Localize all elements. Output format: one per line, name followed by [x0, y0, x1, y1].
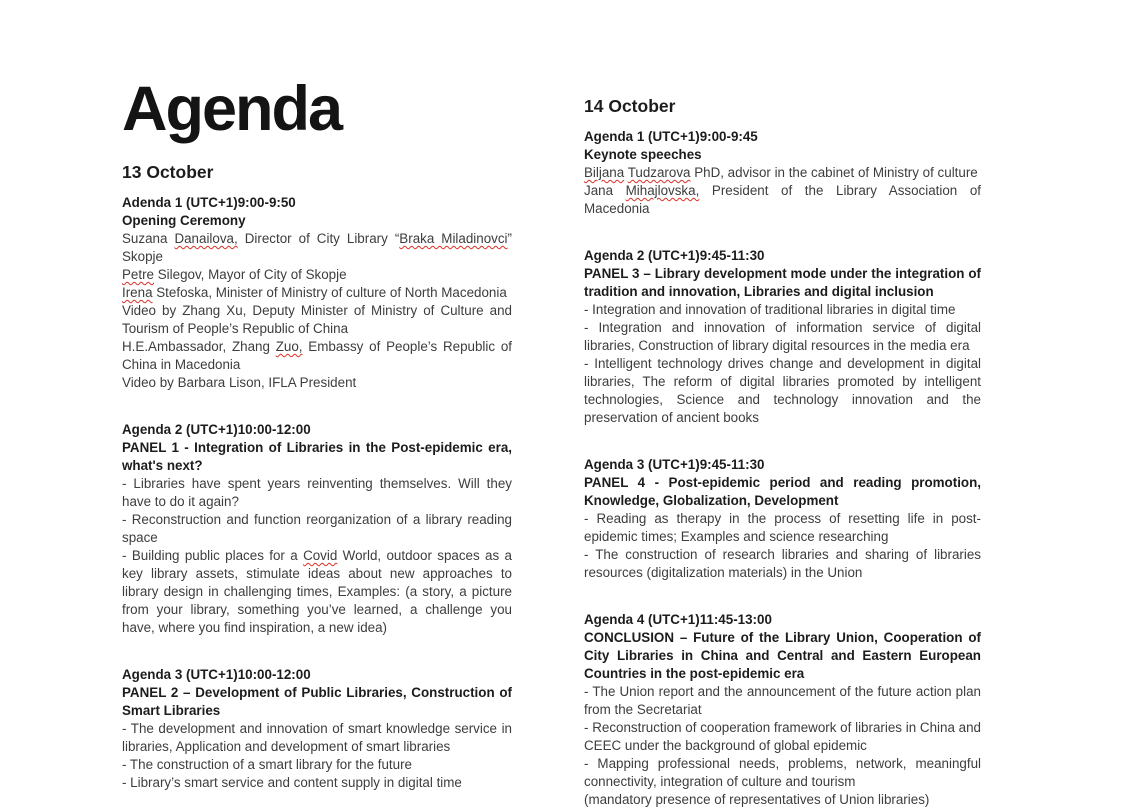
misspelled-word: Zuo, — [275, 339, 303, 355]
agenda-time: Agenda 3 (UTC+1)10:00-12:00 — [122, 667, 311, 683]
misspelled-word: Covid — [303, 548, 338, 564]
column-14-october — [584, 96, 981, 809]
agenda-paragraph: - Reconstruction and function reorganization of a library reading space — [122, 512, 512, 546]
agenda-time: Adenda 1 (UTC+1)9:00-9:50 — [122, 195, 296, 211]
date-heading-14-october: 14 October — [584, 96, 676, 116]
agenda-time: Agenda 3 (UTC+1)9:45-11:30 — [584, 457, 765, 472]
agenda-paragraph: - Building public places for a Covid World, outdoor spaces as a key library assets, stimulate ideas about new approaches to library design in challenging times, Examples: (a story, a picture from your library, something you’ve learned, a challenge you have, where you find inspiration, a new idea) — [122, 548, 513, 636]
agenda-heading: PANEL 4 - Post-epidemic period and reading promotion, Knowledge, Globalization, Development — [584, 475, 981, 508]
misspelled-word: Mihajlovska, — [625, 183, 700, 198]
agenda-section — [122, 194, 512, 392]
agenda-time: Agenda 4 (UTC+1)11:45-13:00 — [584, 612, 772, 627]
date-heading-13-october: 13 October — [122, 162, 214, 183]
agenda-paragraph: - The construction of research libraries and sharing of libraries resources (digitalization materials) in the Union — [584, 547, 981, 580]
column-13-october — [122, 76, 512, 792]
agenda-heading: Opening Ceremony — [122, 213, 246, 229]
misspelled-word: Danailova, — [174, 231, 238, 247]
misspelled-word: Biljana — [584, 165, 625, 180]
agenda-time: Agenda 2 (UTC+1)9:45-11:30 — [584, 248, 765, 263]
agenda-paragraph: (mandatory presence of representatives of Union libraries) — [584, 792, 930, 807]
agenda-section — [584, 128, 981, 218]
agenda-paragraph: - Integration and innovation of information service of digital libraries, Construction of library digital resources in the media era — [584, 320, 981, 353]
page-title: Agenda — [122, 74, 342, 144]
agenda-paragraph: Biljana Tudzarova PhD, advisor in the cabinet of Ministry of culture — [584, 165, 978, 180]
agenda-heading: PANEL 2 – Development of Public Libraries, Construction of Smart Libraries — [122, 685, 512, 719]
agenda-paragraph: Petre Silegov, Mayor of City of Skopje — [122, 267, 347, 283]
agenda-time: Agenda 2 (UTC+1)10:00-12:00 — [122, 422, 311, 438]
agenda-paragraph: - Library’s smart service and content supply in digital time — [122, 775, 462, 791]
agenda-paragraph: Jana Mihajlovska, President of the Library Association of Macedonia — [584, 183, 981, 216]
agenda-paragraph: - The construction of a smart library for the future — [122, 757, 413, 773]
agenda-paragraph: Suzana Danailova, Director of City Library “Braka Miladinovci” Skopje — [122, 231, 512, 265]
agenda-heading: CONCLUSION – Future of the Library Union, Cooperation of City Libraries in China and Central and Eastern European Countries in the post-epidemic era — [584, 630, 981, 681]
agenda-section — [122, 421, 512, 637]
agenda-paragraph: Video by Barbara Lison, IFLA President — [122, 375, 357, 391]
misspelled-word: Petre — [122, 267, 155, 283]
agenda-time: Agenda 1 (UTC+1)9:00-9:45 — [584, 129, 758, 144]
agenda-paragraph: - Reconstruction of cooperation framework of libraries in China and CEEC under the background of global epidemic — [584, 720, 981, 753]
agenda-paragraph: - Integration and innovation of traditional libraries in digital time — [584, 302, 956, 317]
agenda-paragraph: - Libraries have spent years reinventing themselves. Will they have to do it again? — [122, 476, 512, 510]
misspelled-word: Irena — [122, 285, 153, 301]
agenda-paragraph: - Reading as therapy in the process of resetting life in post-epidemic times; Examples and science researching — [584, 511, 981, 544]
agenda-paragraph: H.E.Ambassador, Zhang Zuo, Embassy of People’s Republic of China in Macedonia — [122, 339, 513, 373]
agenda-paragraph: - Intelligent technology drives change and development in digital libraries, The reform of digital libraries promoted by intelligent technologies, Science and technology innovation and the preservation of ancient books — [584, 356, 981, 425]
misspelled-word: Tudzarova — [627, 165, 691, 180]
agenda-section — [122, 666, 512, 792]
agenda-section — [584, 611, 981, 809]
agenda-heading: PANEL 1 - Integration of Libraries in the Post-epidemic era, what's next? — [122, 440, 512, 474]
agenda-paragraph: Irena Stefoska, Minister of Ministry of culture of North Macedonia — [122, 285, 507, 301]
agenda-heading: Keynote speeches — [584, 147, 702, 162]
agenda-heading: PANEL 3 – Library development mode under the integration of tradition and innovation, Libraries and digital inclusion — [584, 266, 981, 299]
agenda-paragraph: - The development and innovation of smart knowledge service in libraries, Application and development of smart libraries — [122, 721, 512, 755]
agenda-paragraph: - Mapping professional needs, problems, network, meaningful connectivity, integration of culture and tourism — [584, 756, 981, 789]
misspelled-word: Braka Miladinovci — [399, 231, 508, 247]
agenda-paragraph: - The Union report and the announcement of the future action plan from the Secretariat — [584, 684, 981, 717]
agenda-paragraph: Video by Zhang Xu, Deputy Minister of Ministry of Culture and Tourism of People’s Republic of China — [122, 303, 512, 337]
agenda-section — [584, 247, 981, 427]
agenda-section — [584, 456, 981, 582]
